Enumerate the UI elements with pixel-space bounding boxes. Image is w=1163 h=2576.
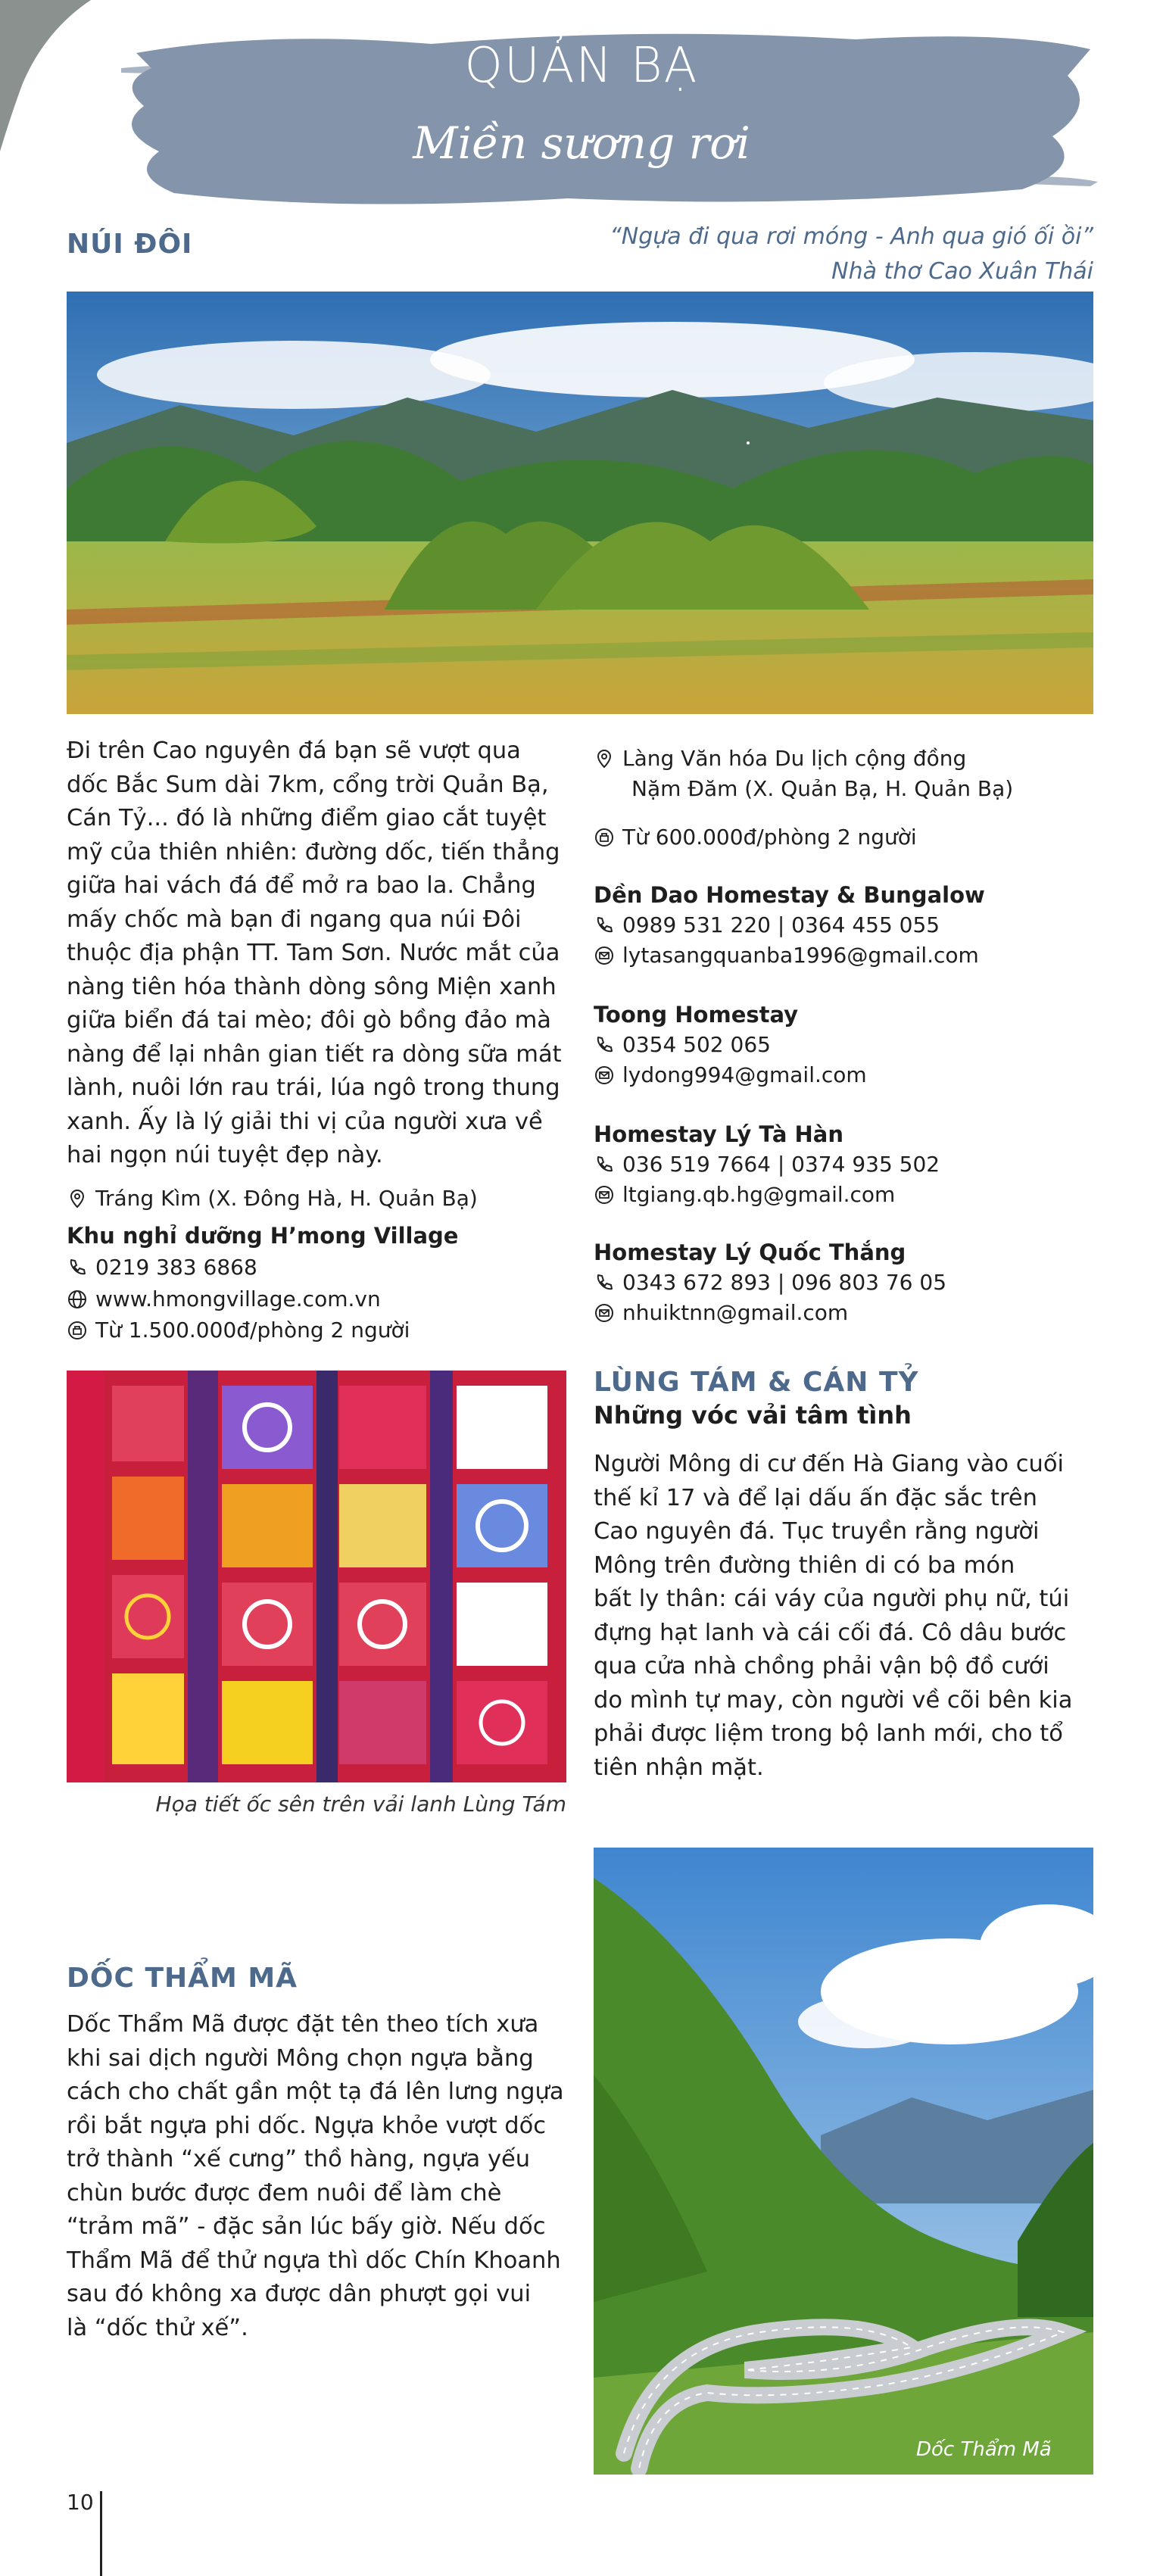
text-line: nàng tiên hóa thành dòng sông Miện xanh (67, 973, 557, 1000)
globe-icon (67, 1289, 88, 1310)
banner-subtitle: Miền sương rơi (413, 117, 750, 169)
page-number: 10 (67, 2490, 94, 2515)
lung-tam-subheading: Những vóc vải tâm tình (594, 1401, 912, 1430)
nam-dam-price-line (594, 822, 917, 853)
section-heading-nui-doi: NÚI ĐÔI (67, 229, 193, 260)
text-line: xanh. Ấy là lý giải thi vị của người xưa về (67, 1108, 543, 1135)
photo-doc-tham-ma (594, 1848, 1093, 2475)
location-text: Tráng Kìm (X. Đông Hà, H. Quản Bạ) (95, 1186, 478, 1211)
text-line: khi sai dịch người Mông chọn ngựa bằng (67, 2044, 534, 2072)
section-heading-doc-tham-ma: DỐC THẨM MÃ (67, 1963, 298, 1994)
hmong-web-line (67, 1284, 381, 1315)
text-line: thế kỉ 17 và để lại dấu ấn đặc sắc trên (594, 1484, 1037, 1511)
homestay-email-line (594, 940, 979, 971)
phone-number[interactable]: 0989 531 220 | 0364 455 055 (622, 912, 940, 937)
email-icon (594, 945, 615, 966)
homestay-phone-line (594, 1268, 946, 1298)
hmong-phone-line (67, 1252, 257, 1283)
homestay-phone-line (594, 910, 940, 940)
homestay-email-line (594, 1180, 895, 1210)
location-pin-icon (594, 748, 615, 769)
text-line: Đi trên Cao nguyên đá bạn sẽ vượt qua (67, 738, 521, 764)
phone-number[interactable]: 0219 383 6868 (95, 1255, 257, 1280)
text-line: Mông trên đường thiên di có ba món (594, 1552, 1015, 1579)
text-line: hai ngọn núi tuyệt đẹp này. (67, 1142, 383, 1168)
address-line-1: Làng Văn hóa Du lịch cộng đồng (622, 746, 967, 771)
quote-author: Nhà thơ Cao Xuân Thái (831, 258, 1093, 285)
photo-hmong-fabric (67, 1371, 566, 1782)
text-line: rồi bắt ngựa phi dốc. Ngựa khỏe vượt dốc (67, 2112, 547, 2139)
phone-icon (594, 1034, 615, 1056)
hmong-price-line (67, 1315, 410, 1346)
email-address[interactable]: ltgiang.qb.hg@gmail.com (622, 1182, 896, 1207)
text-line: tiên nhận mặt. (594, 1754, 764, 1781)
page-divider (100, 2491, 102, 2576)
text-line: do mình tự may, còn người về cõi bên kia (594, 1686, 1073, 1714)
photo-nui-doi (67, 292, 1093, 714)
homestay-name: Dền Dao Homestay & Bungalow (594, 882, 985, 908)
lung-tam-paragraph (594, 1448, 1093, 1785)
homestay-email-line (594, 1298, 848, 1328)
email-address[interactable]: nhuiktnn@gmail.com (622, 1300, 849, 1325)
text-line: bất ly thân: cái váy của người phụ nữ, túi (594, 1586, 1070, 1612)
text-line: là “dốc thử xế”. (67, 2314, 248, 2341)
email-icon (594, 1184, 615, 1205)
text-line: trở thành “xế cưng” thồ hàng, ngựa yếu (67, 2146, 531, 2172)
text-line: sau đó không xa được dân phượt gọi vui (67, 2281, 532, 2307)
location-pin-icon (67, 1188, 88, 1209)
text-line: Cán Tỷ... đó là những điểm giao cắt tuyệt (67, 805, 547, 831)
text-line: mấy chốc mà bạn đi ngang qua núi Đôi (67, 906, 522, 933)
text-line: Dốc Thẩm Mã được đặt tên theo tích xưa (67, 2011, 539, 2038)
poem-quote (610, 220, 1093, 289)
text-line: nàng để lại nhân gian tiết ra dòng sữa mát (67, 1040, 562, 1068)
text-line: “trảm mã” - đặc sản lúc bấy giờ. Nếu dốc (67, 2213, 546, 2240)
email-address[interactable]: lydong994@gmail.com (622, 1062, 867, 1087)
text-line: Người Mông di cư đến Hà Giang vào cuối (594, 1451, 1065, 1477)
nam-dam-address (594, 744, 1013, 804)
phone-number[interactable]: 0343 672 893 | 096 803 76 05 (622, 1270, 947, 1295)
email-address[interactable]: lytasangquanba1996@gmail.com (622, 943, 979, 968)
price-tag-icon (594, 827, 615, 848)
nui-doi-paragraph (67, 734, 566, 1173)
website-link[interactable]: www.hmongvillage.com.vn (95, 1286, 381, 1311)
email-icon (594, 1065, 615, 1086)
homestay-phone-line (594, 1030, 771, 1060)
phone-icon (594, 1272, 615, 1293)
text-line: Cao nguyên đá. Tục truyền rằng người (594, 1518, 1040, 1545)
text-line: đựng hạt lanh và cái cối đá. Cô dâu bước (594, 1619, 1067, 1646)
phone-number[interactable]: 036 519 7664 | 0374 935 502 (622, 1152, 940, 1177)
text-line: Thẩm Mã để thử ngựa thì dốc Chín Khoanh (67, 2247, 561, 2274)
phone-icon (594, 1154, 615, 1175)
text-line: lành, nuôi lớn rau trái, lúa ngô trong thung (67, 1074, 560, 1101)
address-line-2: Nặm Đăm (X. Quản Bạ, H. Quản Bạ) (631, 776, 1014, 801)
homestay-phone-line (594, 1149, 940, 1180)
quote-text: “Ngựa đi qua rơi móng - Anh qua gió ối ồi” (610, 223, 1093, 250)
price-tag-icon (67, 1320, 88, 1341)
text-line: qua cửa nhà chồng phải vận bộ đồ cưới (594, 1653, 1049, 1679)
email-icon (594, 1302, 615, 1324)
homestay-name: Toong Homestay (594, 1002, 799, 1028)
homestay-email-line (594, 1060, 867, 1090)
text-line: giữa biển đá tai mèo; đôi gò bồng đảo mà (67, 1007, 551, 1034)
phone-number[interactable]: 0354 502 065 (622, 1032, 771, 1057)
homestay-name: Homestay Lý Tà Hàn (594, 1121, 844, 1147)
banner-title: QUẢN BẠ (464, 38, 699, 94)
price-text: Từ 600.000đ/phòng 2 người (622, 825, 917, 850)
text-line: thuộc địa phận TT. Tam Sơn. Nước mắt của (67, 940, 560, 966)
section-heading-lung-tam: LÙNG TÁM & CÁN TỶ (594, 1367, 919, 1398)
location-line (67, 1184, 478, 1214)
price-text: Từ 1.500.000đ/phòng 2 người (95, 1318, 410, 1343)
text-line: dốc Bắc Sum dài 7km, cổng trời Quản Bạ, (67, 771, 549, 798)
fabric-caption: Họa tiết ốc sên trên vải lanh Lùng Tám (155, 1792, 566, 1817)
phone-icon (594, 915, 615, 936)
phone-icon (67, 1257, 88, 1278)
text-line: phải được liệm trong bộ lanh mới, cho tổ (594, 1720, 1063, 1747)
road-caption: Dốc Thẩm Mã (916, 2438, 1052, 2461)
text-line: chùn bước được đem nuôi để làm chè (67, 2179, 502, 2206)
text-line: mỹ của thiên nhiên: đường dốc, tiến thẳng (67, 838, 560, 865)
hmong-village-name: Khu nghỉ dưỡng H’mong Village (67, 1223, 459, 1249)
doc-tham-ma-paragraph (67, 2008, 566, 2345)
text-line: cách cho chất gần một tạ đá lên lưng ngựa (67, 2079, 564, 2105)
address-text (622, 744, 1013, 804)
text-line: giữa hai vách đá để mở ra bao la. Chẳng (67, 872, 536, 899)
homestay-name: Homestay Lý Quốc Thắng (594, 1240, 906, 1265)
